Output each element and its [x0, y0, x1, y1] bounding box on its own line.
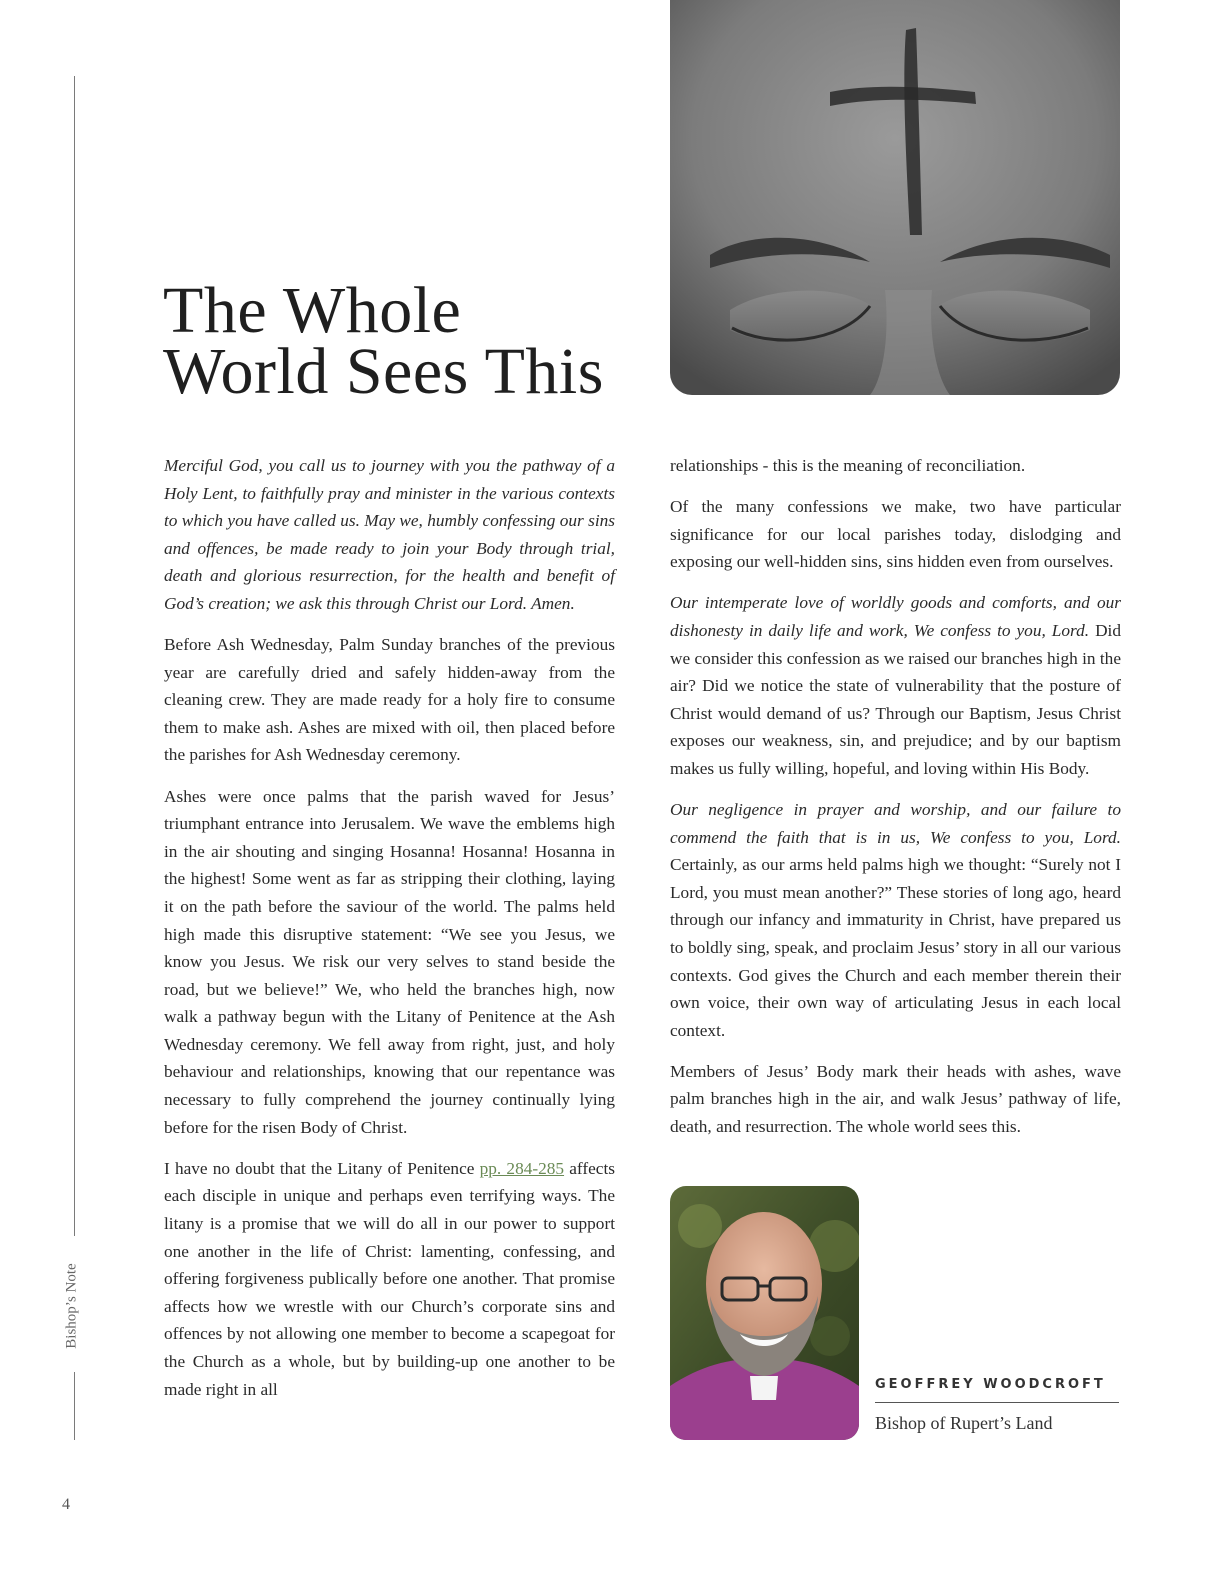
ash-cross-photo [670, 0, 1120, 395]
author-role: Bishop of Rupert’s Land [875, 1413, 1053, 1433]
side-rule-bottom [74, 1372, 75, 1440]
author-portrait [670, 1186, 859, 1440]
opening-prayer-text: Merciful God, you call us to journey with you the pathway of a Holy Lent, to faithfully pray and minister in the various contexts to which you have called us. May we, humbly confessing our sins and offences, be made ready to join your Body through trial, death and glorious resurrection, for the health and benefit of God’s creation; we ask this through Christ our Lord. Amen. [164, 456, 615, 613]
paragraph: Members of Jesus’ Body mark their heads with ashes, wave palm branches high in the air, and walk Jesus’ pathway of life, death, and resurrection. The whole world sees this. [670, 1061, 1121, 1137]
right-column [670, 452, 1121, 1154]
paragraph: Ashes were once palms that the parish waved for Jesus’ triumphant entrance into Jerusalem. We wave the emblems high in the air shouting and singing Hosanna! Hosanna! Hosanna in the highest! Some went as far as stripping their clothing, laying it on the path before the saviour of the world. The palms held high made this disruptive statement: “We see you Jesus, we know you Jesus. We risk our very selves to stand beside the road, but we believe!” We, who held the branches high, now walk a pathway begun with the Litany of Penitence at the Ash Wednesday ceremony. We fell away from right, just, and holy behaviour and relationships, knowing that our repentance was necessary to fully comprehend the journey continually lying before for the risen Body of Christ. [164, 786, 615, 1137]
title-line-2: World Sees This [163, 335, 604, 408]
paragraph [670, 589, 1121, 782]
paragraph-text: Did we consider this confession as we raised our branches high in the air? Did we notice the state of vulnerability that the posture of Christ would demand of us? Through our Baptism, Jesus Christ exposes our weakness, sin, and prejudice; and by our baptism makes us fully willing, hopeful, and loving within His Body. [670, 620, 1121, 778]
paragraph-text: I have no doubt that the Litany of Penitence [164, 1158, 480, 1178]
paragraph: Before Ash Wednesday, Palm Sunday branches of the previous year are carefully dried and safely hidden-away from the cleaning crew. They are made ready for a holy fire to consume them to make ash. Ashes are mixed with oil, then placed before the parishes for Ash Wednesday ceremony. [164, 635, 615, 765]
confession-text: Our negligence in prayer and worship, and our failure to commend the faith that is in us, We confess to you, Lord. [670, 800, 1121, 847]
author-name: GEOFFREY WOODCROFT [875, 1377, 1106, 1392]
paragraph [670, 796, 1121, 1044]
title-line-1: The Whole [163, 274, 462, 347]
paragraph-text: affects each disciple in unique and perhaps even terrifying ways. The litany is a promise that we will do all in our power to support one another in the life of Christ: lamenting, confessing, and offering forgiveness publically before one another. That promise affects how we wrestle with our Church’s corporate sins and offences by not allowing one member to become a scapegoat for the Church as a whole, but by building-up one another to be made right in all [164, 1158, 615, 1399]
paragraph [164, 1155, 615, 1403]
page-number: 4 [62, 1496, 70, 1513]
article-title [163, 274, 643, 408]
page-reference-link[interactable]: pp. 284-285 [479, 1158, 565, 1178]
section-label: Bishop’s Note [63, 1263, 80, 1349]
left-column [164, 452, 615, 1417]
author-divider [875, 1402, 1119, 1403]
paragraph: Of the many confessions we make, two have particular significance for our local parishes today, dislodging and exposing our well-hidden sins, sins hidden even from ourselves. [670, 497, 1121, 572]
opening-prayer [164, 452, 615, 618]
paragraph: relationships - this is the meaning of reconciliation. [670, 456, 1026, 475]
paragraph-text: Certainly, as our arms held palms high we thought: “Surely not I Lord, you must mean another?” These stories of long ago, heard through our infancy and immaturity in Christ, have prepared us to boldly sing, speak, and proclaim Jesus’ story in all our various contexts. God gives the Church and each member therein their own voice, their own way of articulating Jesus in each local context. [670, 855, 1121, 1040]
side-rule-top [74, 76, 75, 1236]
confession-text: Our intemperate love of worldly goods and comforts, and our dishonesty in daily life and work, We confess to you, Lord. [670, 593, 1121, 640]
